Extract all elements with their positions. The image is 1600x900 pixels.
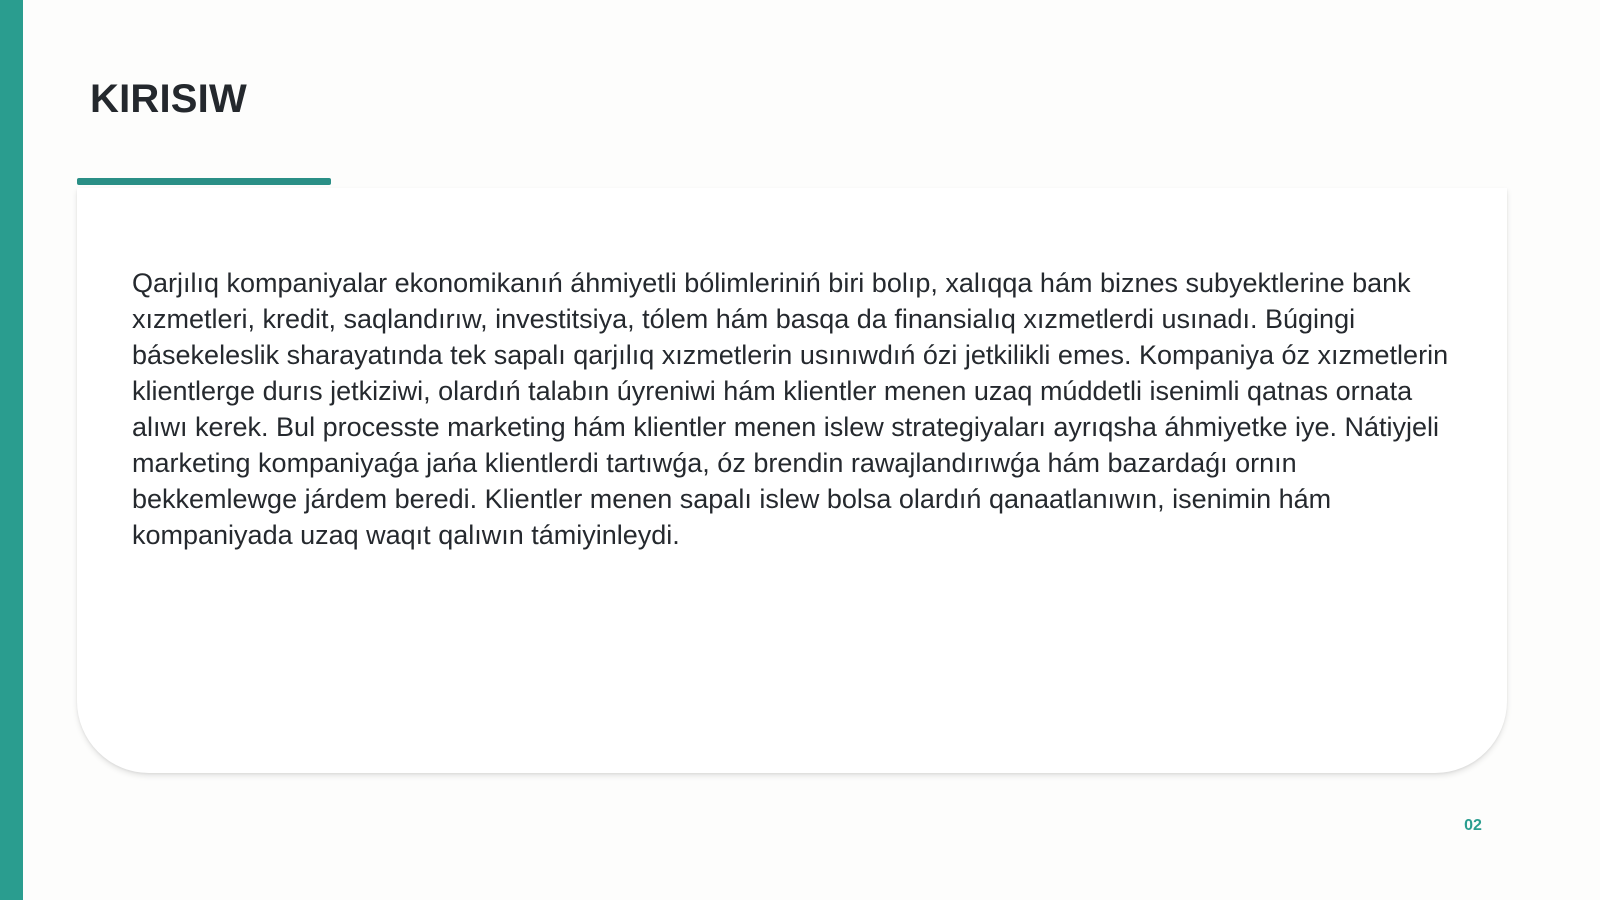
body-paragraph: Qarjılıq kompaniyalar ekonomikanıń áhmiyetli bólimleriniń biri bolıp, xalıqqa hám biznes subyektlerine bank xızmetleri, kredit, saqlandırıw, investitsiya, tólem hám basqa da finansialıq xızmetlerdi usınadı. Búgingi básekeleslik sharayatında tek sapalı qarjılıq xızmetlerin usınıwdıń ózi jetkilikli emes. Kompaniya óz xızmetlerin klientlerge durıs jetkiziwi, olardıń talabın úyreniwi hám klientler menen uzaq múddetli isenimli qatnas ornata alıwı kerek. Bul processte marketing hám klientler menen islew strategiyaları ayrıqsha áhmiyetke iye. Nátiyjeli marketing kompaniyaǵa jańa klientlerdi tartıwǵa, óz brendin rawajlandırıwǵa hám bazardaǵı ornın bekkemlewge járdem beredi. Klientler menen sapalı islew bolsa olardıń qanaatlanıwın, isenimin hám kompaniyada uzaq waqıt qalıwın támiyinleydi. — [132, 268, 1449, 550]
page-number: 02 — [1464, 817, 1482, 834]
title-underline — [77, 178, 331, 185]
left-accent-bar — [0, 0, 23, 900]
slide-title: KIRISIW — [90, 77, 247, 121]
